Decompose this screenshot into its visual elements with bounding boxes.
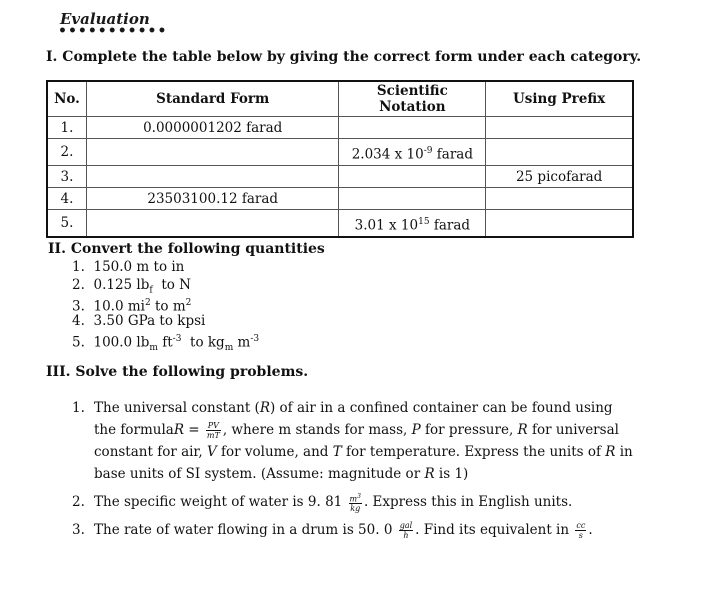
item-text: to N — [152, 277, 191, 293]
sci-header-text: Scientific Notation — [376, 83, 448, 115]
sci-base: 2.034 x 10 — [351, 146, 424, 163]
fraction-numerator — [349, 492, 362, 505]
title-underline-dots: ••••••••••• — [58, 23, 168, 39]
var-R: R — [259, 400, 270, 416]
problem-text: for pressure, — [420, 422, 518, 438]
weight-fraction — [349, 492, 362, 514]
flow-fraction — [399, 521, 413, 540]
cell-standard: 0.0000001202 farad — [86, 117, 339, 139]
cell-no: 3. — [48, 166, 87, 188]
column-header-using-prefix: Using Prefix — [486, 82, 633, 117]
table-header-row — [48, 82, 633, 117]
sci-unit: farad — [429, 217, 471, 234]
cell-scientific — [339, 166, 486, 188]
conversion-table — [47, 81, 633, 237]
section-3-heading: III. Solve the following problems. — [46, 364, 309, 380]
item-number: 5. — [72, 334, 85, 351]
item-number: 3. — [72, 298, 85, 315]
problem-number: 2. — [72, 494, 85, 510]
table-row — [48, 117, 633, 139]
item-text: 10.0 mi — [93, 298, 145, 315]
cell-scientific — [339, 210, 486, 237]
problem-text: is 1) — [434, 466, 469, 482]
fraction-denominator: h — [403, 531, 409, 541]
item-number: 4. — [72, 313, 85, 329]
var-T: T — [332, 444, 342, 460]
var-V: V — [206, 444, 217, 460]
table-row — [48, 166, 633, 188]
list-item — [72, 276, 259, 294]
problem-number: 1. — [72, 400, 85, 416]
cell-prefix — [486, 139, 633, 166]
numerator-exponent: 3 — [357, 492, 361, 500]
cell-no: 1. — [48, 117, 87, 139]
item-text: m — [233, 334, 251, 351]
conversion-list — [72, 258, 260, 354]
problem-text: for universal constant for air, — [94, 422, 619, 460]
problem-1 — [72, 397, 637, 485]
cell-scientific — [339, 139, 486, 166]
list-item — [72, 258, 259, 276]
section-2-heading: II. Convert the following quantities — [48, 241, 325, 257]
cell-prefix — [486, 117, 633, 139]
cell-no: 2. — [48, 139, 87, 166]
fraction-numerator: gal — [399, 521, 413, 531]
page-title: Evaluation — [60, 10, 150, 28]
problem-2 — [72, 491, 637, 513]
item-superscript: -3 — [250, 334, 260, 344]
column-header-standard-form: Standard Form — [86, 82, 339, 117]
sci-exponent: -9 — [423, 145, 433, 156]
target-unit-fraction — [575, 521, 586, 540]
item-subscript: m — [149, 343, 158, 354]
cell-no: 4. — [48, 188, 87, 210]
column-header-no: No. — [48, 82, 87, 117]
cell-standard — [86, 166, 339, 188]
item-superscript: 2 — [185, 298, 192, 308]
table-row — [48, 210, 633, 237]
section-1-heading: I. Complete the table below by giving the correct form under each category. — [46, 49, 642, 65]
item-subscript: m — [224, 343, 234, 354]
item-subscript: f — [149, 285, 153, 296]
table-row — [48, 139, 633, 166]
problem-text: for volume, and — [216, 444, 333, 460]
problem-text: The specific weight of water is 9. 81 — [94, 494, 347, 510]
problem-text: . — [588, 522, 593, 539]
var-P: P — [411, 422, 421, 438]
problem-text: for temperature. Express the units of — [341, 444, 606, 460]
fraction-numerator: PV — [207, 421, 219, 430]
var-R: R — [424, 466, 435, 482]
item-number: 2. — [72, 277, 85, 293]
fraction-denominator: kg — [350, 504, 361, 514]
item-text: 3.50 GPa to kpsi — [93, 313, 206, 329]
var-R: R — [605, 444, 616, 460]
problem-number: 3. — [72, 522, 85, 539]
problem-3 — [72, 519, 637, 541]
item-superscript: -3 — [172, 334, 182, 344]
column-header-scientific-notation — [339, 82, 486, 117]
var-R: R — [173, 422, 185, 438]
cell-standard: 23503100.12 farad — [86, 188, 339, 210]
item-text: 150.0 m to in — [93, 259, 185, 275]
fraction-numerator: cc — [576, 521, 586, 531]
problem-text: The rate of water flowing in a drum is 50. 0 — [94, 522, 397, 539]
fraction-denominator: mT — [206, 431, 220, 440]
cell-standard — [86, 139, 339, 166]
item-text: 0.125 lb — [93, 277, 150, 293]
cell-no: 5. — [48, 210, 87, 237]
numerator-text: m — [349, 494, 358, 504]
problem-text: ) of air in a confined container can be found using the formula — [94, 400, 613, 438]
problem-text: . Find its equivalent in — [415, 522, 574, 539]
problem-text: . Express this in English units. — [363, 494, 573, 510]
cell-scientific — [339, 188, 486, 210]
sci-base: 3.01 x 10 — [354, 217, 419, 234]
problem-list — [72, 397, 637, 541]
cell-scientific — [339, 117, 486, 139]
list-item — [72, 312, 259, 330]
table-row — [48, 188, 633, 210]
cell-prefix — [486, 188, 633, 210]
var-R: R — [517, 422, 528, 438]
problem-text: The universal constant ( — [94, 400, 260, 416]
item-text: to m — [150, 298, 186, 315]
formula-fraction — [206, 421, 221, 440]
problem-text: , where m stands for mass, — [222, 422, 412, 438]
fraction-denominator: s — [578, 531, 583, 541]
item-number: 1. — [72, 259, 85, 275]
cell-prefix: 25 picofarad — [486, 166, 633, 188]
problem-text: in base units of SI system. (Assume: magnitude or — [94, 444, 633, 482]
sci-exponent: 15 — [418, 216, 430, 227]
list-item — [72, 330, 260, 354]
problem-text: = — [184, 422, 204, 438]
cell-standard — [86, 210, 339, 237]
item-text: 100.0 lb — [93, 334, 150, 351]
cell-prefix — [486, 210, 633, 237]
item-superscript: 2 — [144, 298, 151, 308]
sci-unit: farad — [432, 146, 473, 163]
item-text: ft — [157, 334, 173, 351]
list-item — [72, 294, 259, 315]
item-text: to kg — [181, 334, 225, 351]
